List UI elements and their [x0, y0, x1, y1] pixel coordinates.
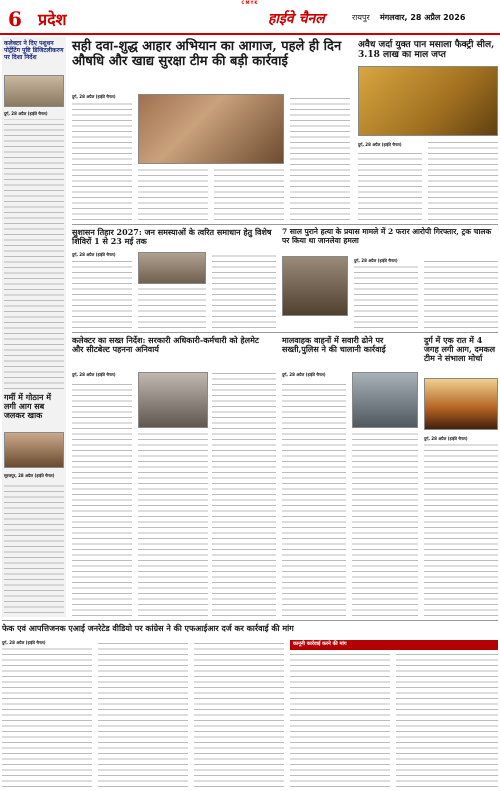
story5-text-2: [138, 432, 208, 616]
right-text-2: [428, 142, 498, 220]
issue-date: मंगलवार, 28 अप्रैल 2026: [380, 13, 466, 22]
story5-headline: कलेक्टर का सख्त निर्देश: सरकारी अधिकारी-कर्मचारी को हेलमेट और सीटबेल्ट पहनना अनिवार्य: [72, 335, 259, 355]
story6-text-1: [282, 380, 346, 616]
story2-photo: [138, 252, 206, 284]
story3-photo: [282, 256, 348, 316]
page-number: 6: [8, 7, 22, 31]
bottom-text-4: [290, 654, 390, 787]
story6-text-2: [352, 432, 418, 616]
story3-text-2: [424, 258, 498, 328]
story3-byline: दुर्ग, 28 अप्रैल (हाईवे चैनल): [354, 258, 398, 263]
bottom-byline: दुर्ग, 28 अप्रैल (हाईवे चैनल): [2, 640, 46, 645]
city: रायपुर: [352, 13, 370, 22]
bottom-text-3: [194, 640, 284, 787]
bottom-text-5: [396, 654, 498, 787]
bottom-subhead: [290, 640, 498, 650]
story3-text-1: [354, 264, 418, 328]
story5-byline: दुर्ग, 28 अप्रैल (हाईवे चैनल): [72, 372, 116, 377]
left-head-2: गर्मी में गोठान में लगी आग सब जलकर खाक: [4, 392, 52, 421]
lead-byline: दुर्ग, 28 अप्रैल (हाईवे चैनल): [72, 94, 116, 99]
right-byline-1: दुर्ग, 28 अप्रैल (हाईवे चैनल): [358, 142, 402, 147]
story2-text-1: [72, 258, 132, 328]
bottom-headline: फेक एवं आपत्तिजनक एआई जनरेटेड वीडियो पर कांग्रेस ने की एफआईआर दर्ज कर कार्रवाई की मांग: [2, 623, 294, 633]
left-text-1: [4, 119, 64, 389]
lead-text-col-2: [138, 168, 208, 220]
left-photo-2: [4, 432, 64, 468]
story4-headline: दुर्ग में एक रात में 4 जगह लगी आग, दमकल टीम ने संभाला मोर्चा: [424, 335, 496, 364]
divider-3: [2, 620, 498, 621]
story5-text-1: [72, 380, 132, 616]
section-title: प्रदेश: [38, 10, 67, 29]
top-bar: [0, 0, 500, 4]
brand-mark: CMYK: [241, 0, 259, 5]
lead-photo: [138, 94, 284, 164]
divider-2: [72, 332, 498, 333]
story2-text-2: [138, 288, 206, 328]
story4-text: [424, 444, 498, 616]
left-head-1: कलेक्टर ने दिए पशुधन पोर्ट्रेटिंग पुष्टि डिजिटलीकरण पर दिशा निर्देश: [4, 40, 64, 61]
right-text-1: [358, 150, 422, 220]
left-byline-1: दुर्ग, 28 अप्रैल (हाईवे चैनल): [4, 111, 48, 116]
bottom-subhead-text: कानूनी कार्रवाई करने की मांग: [293, 641, 347, 647]
story5-photo: [138, 372, 208, 428]
divider-1: [72, 224, 498, 225]
left-photo-1: [4, 75, 64, 107]
story2-text-3: [212, 252, 276, 328]
story6-headline: मालवाहक वाहनों में सवारी ढोने पर सख्ती,पुलिस ने की चालानी कार्रवाई: [282, 335, 386, 355]
bottom-text-2: [98, 640, 188, 787]
story4-byline: दुर्ग, 28 अप्रैल (हाईवे चैनल): [424, 436, 468, 441]
lead-headline: सही दवा-शुद्ध आहार अभियान का आगाज, पहले ही दिन औषधि और खाद्य सुरक्षा टीम की बड़ी कार्रवाई: [72, 39, 342, 69]
story6-byline: दुर्ग, 28 अप्रैल (हाईवे चैनल): [282, 372, 326, 377]
left-text-2: [4, 481, 64, 613]
left-column: [2, 37, 66, 617]
story6-photo: [352, 372, 418, 428]
left-byline-2: सूरजपुर, 28 अप्रैल (हाईवे चैनल): [4, 473, 55, 478]
masthead: हाईवे चैनल: [268, 11, 325, 27]
story4-photo: [424, 378, 498, 430]
story5-text-3: [212, 372, 276, 616]
lead-text-col-3: [214, 168, 284, 220]
right-photo-1: [358, 66, 498, 136]
right-head-1: अवैध जर्दा युक्त पान मसाला फैक्ट्री सील, 3.18 लाख का माल जप्त: [358, 40, 495, 61]
story2-headline: सुशासन तिहार 2027: जन समस्याओं के त्वरित समाधान हेतु विशेष शिविरों 1 से 23 मई तक: [72, 227, 272, 247]
lead-text-col-4: [290, 94, 350, 220]
lead-text-col-1: [72, 100, 132, 220]
bottom-text-1: [2, 646, 92, 787]
story2-byline: दुर्ग, 28 अप्रैल (हाईवे चैनल): [72, 252, 116, 257]
story3-headline: 7 साल पुराने हत्या के प्रयास मामले में 2 फरार आरोपी गिरफ्तार, ट्रक चालक पर किया था जानलेवा हमला: [282, 227, 492, 245]
